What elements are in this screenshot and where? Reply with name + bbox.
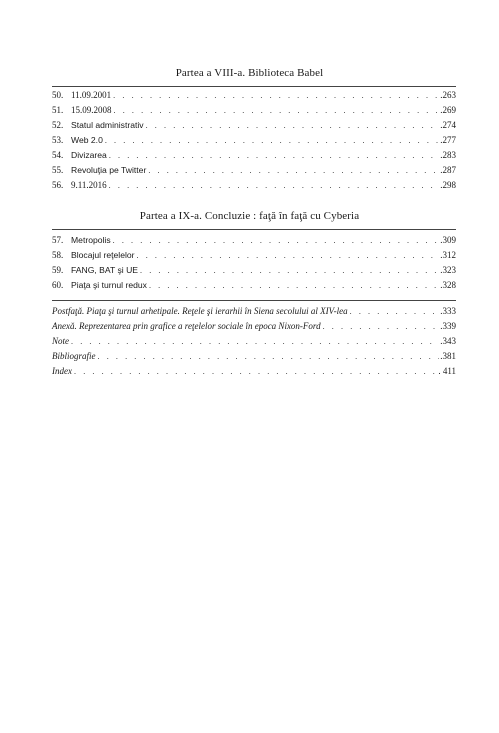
entry-number: 55. — [52, 165, 64, 175]
dot-leader — [74, 364, 437, 379]
toc-entry[interactable] — [52, 263, 456, 278]
dot-leader — [71, 334, 439, 349]
toc-entry[interactable] — [52, 364, 456, 379]
dot-leader — [146, 118, 440, 133]
toc-entry[interactable] — [52, 148, 456, 163]
back-matter-list — [52, 304, 456, 379]
part-9-list — [52, 233, 456, 293]
entry-number: 56. — [52, 180, 64, 190]
entry-title: Web 2.0 — [71, 135, 103, 145]
entry-title: Index — [52, 366, 72, 376]
dot-leader — [137, 248, 440, 263]
entry-page: .263 — [440, 90, 456, 100]
entry-title: Bibliografie — [52, 351, 96, 361]
entry-title: Statul administrativ — [71, 120, 144, 130]
entry-title: Revoluţia pe Twitter — [71, 165, 147, 175]
entry-title: Divizarea — [71, 150, 107, 160]
back-matter-rule — [52, 300, 456, 301]
toc-entry[interactable] — [52, 319, 456, 334]
entry-title: Postfaţă. Piaţa şi turnul arhetipale. Reţele şi ierarhii în Siena secolului al XIV-lea — [52, 306, 348, 316]
toc-entry[interactable] — [52, 178, 456, 193]
entry-title: Note — [52, 336, 69, 346]
toc-entry[interactable] — [52, 248, 456, 263]
toc-entry[interactable] — [52, 349, 456, 364]
part-8-list — [52, 88, 456, 193]
dot-leader — [109, 178, 440, 193]
toc-entry[interactable] — [52, 334, 456, 349]
entry-page: .328 — [440, 280, 456, 290]
dot-leader — [323, 319, 440, 334]
entry-page: .339 — [440, 321, 456, 331]
entry-title: Blocajul reţelelor — [71, 250, 135, 260]
entry-number: 57. — [52, 235, 64, 245]
toc-entry[interactable] — [52, 278, 456, 293]
entry-number: 60. — [52, 280, 64, 290]
entry-number: 52. — [52, 120, 64, 130]
entry-title: 11.09.2001 — [71, 90, 112, 100]
toc-entry[interactable] — [52, 233, 456, 248]
entry-page: .309 — [440, 235, 456, 245]
entry-page: .287 — [440, 165, 456, 175]
entry-title: Anexă. Reprezentarea prin grafice a reţelelor sociale în epoca Nixon-Ford — [52, 321, 321, 331]
entry-title: FANG, BAT şi UE — [71, 265, 139, 275]
dot-leader — [113, 233, 440, 248]
part-9-rule — [52, 229, 456, 230]
entry-number: 59. — [52, 265, 64, 275]
entry-page: .283 — [440, 150, 456, 160]
toc-entry[interactable] — [52, 133, 456, 148]
toc-entry[interactable] — [52, 103, 456, 118]
dot-leader — [149, 278, 439, 293]
entry-number: 53. — [52, 135, 64, 145]
part-9-heading: Partea a IX-a. Concluzie : faţă în faţă cu Cyberia — [139, 210, 360, 222]
entry-number: 50. — [52, 90, 64, 100]
entry-page: .277 — [440, 135, 456, 145]
dot-leader — [109, 148, 439, 163]
entry-title: Metropolis — [71, 235, 111, 245]
toc-entry[interactable] — [52, 304, 456, 319]
entry-title: 9.11.2016 — [71, 180, 107, 190]
part-8-heading: Partea a VIII-a. Biblioteca Babel — [175, 67, 324, 79]
dot-leader — [148, 163, 439, 178]
entry-page: .323 — [440, 265, 456, 275]
entry-title: 15.09.2008 — [71, 105, 112, 115]
dot-leader — [114, 103, 440, 118]
dot-leader — [105, 133, 439, 148]
entry-page: .269 — [440, 105, 456, 115]
entry-page: .312 — [440, 250, 456, 260]
entry-page: .298 — [440, 180, 456, 190]
part-8-rule — [52, 86, 456, 87]
entry-page: .274 — [440, 120, 456, 130]
entry-number: 51. — [52, 105, 64, 115]
entry-page: . 411 — [438, 366, 456, 376]
entry-number: 54. — [52, 150, 64, 160]
dot-leader — [113, 88, 439, 103]
entry-page: .343 — [440, 336, 456, 346]
dot-leader — [140, 263, 439, 278]
toc-entry[interactable] — [52, 118, 456, 133]
toc-entry[interactable] — [52, 88, 456, 103]
entry-page: .381 — [440, 351, 456, 361]
dot-leader — [98, 349, 440, 364]
dot-leader — [350, 304, 440, 319]
entry-number: 58. — [52, 250, 64, 260]
toc-entry[interactable] — [52, 163, 456, 178]
entry-page: .333 — [440, 306, 456, 316]
entry-title: Piaţa şi turnul redux — [71, 280, 147, 290]
